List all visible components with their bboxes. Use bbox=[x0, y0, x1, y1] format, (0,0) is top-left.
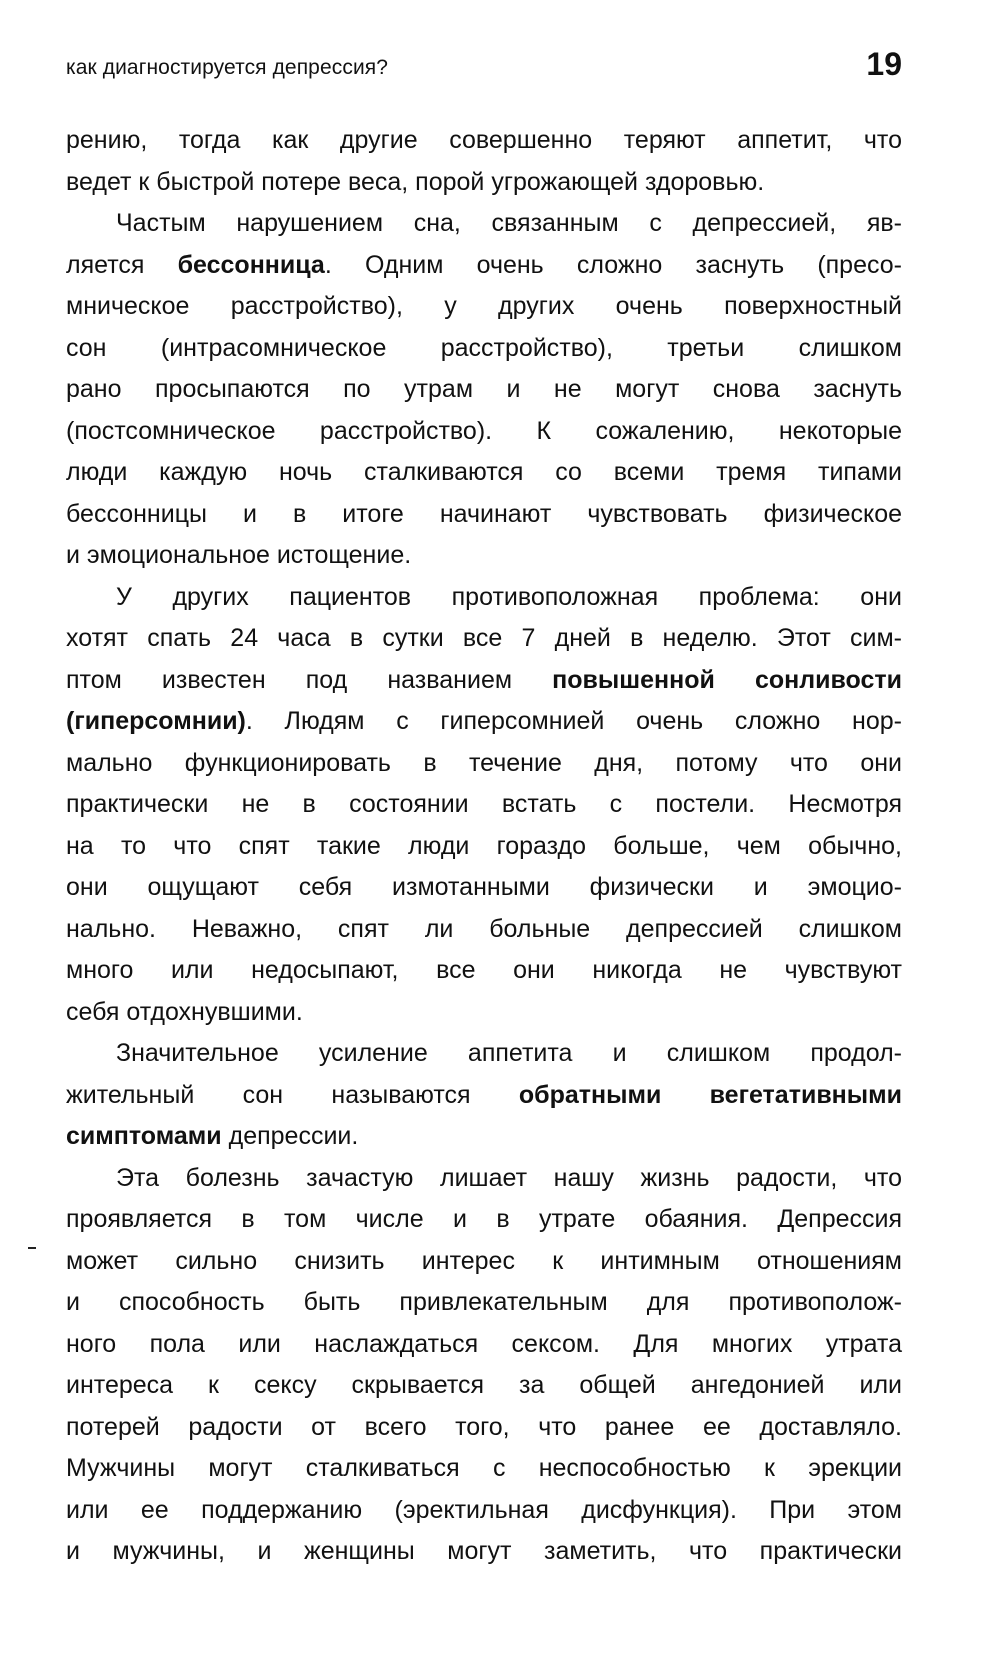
text-segment: сон (интрасомническое расстройство), третьи слишком bbox=[66, 333, 902, 362]
text-line bbox=[66, 1116, 902, 1158]
text-segment: жительный сон называются bbox=[66, 1080, 519, 1109]
text-segment: ведет к быстрой потере веса, порой угрожающей здоровью. bbox=[66, 167, 765, 196]
text-line bbox=[66, 162, 902, 204]
text-line bbox=[66, 701, 902, 743]
bold-term: обратными вегетативными bbox=[518, 1080, 902, 1109]
text-line bbox=[66, 1158, 902, 1200]
text-line bbox=[66, 1282, 902, 1324]
text-segment: мническое расстройство), у других очень поверхностный bbox=[66, 292, 902, 320]
text-line bbox=[66, 1075, 902, 1117]
text-segment: (постсомническое расстройство). К сожалению, некоторые bbox=[66, 416, 902, 445]
text-segment: Эта болезнь зачастую лишает нашу жизнь радости, что bbox=[116, 1163, 902, 1192]
text-line bbox=[66, 411, 902, 453]
text-line bbox=[66, 1324, 902, 1366]
text-line bbox=[66, 286, 902, 328]
text-line bbox=[66, 1365, 902, 1407]
text-line bbox=[66, 369, 902, 411]
text-line bbox=[66, 245, 902, 287]
text-segment: Значительное усиление аппетита и слишком продол- bbox=[116, 1039, 902, 1067]
text-segment: может сильно снизить интерес к интимным отношениям bbox=[66, 1246, 902, 1275]
bold-term: повышенной сонливости bbox=[552, 665, 902, 694]
text-line bbox=[66, 1241, 902, 1283]
page-header bbox=[66, 46, 902, 86]
text-line bbox=[66, 1033, 902, 1075]
text-segment: потерей радости от всего того, что ранее ее доставляло. bbox=[66, 1412, 902, 1441]
text-line bbox=[66, 203, 902, 245]
text-line bbox=[66, 950, 902, 992]
text-segment: и способность быть привлекательным для противополож- bbox=[66, 1288, 902, 1316]
text-segment: и эмоциональное истощение. bbox=[66, 541, 412, 569]
text-segment: они ощущают себя измотанными физически и эмоцио- bbox=[66, 873, 902, 901]
text-line bbox=[66, 660, 902, 702]
text-segment: люди каждую ночь сталкиваются со всеми тремя типами bbox=[66, 458, 902, 486]
text-line bbox=[66, 1407, 902, 1449]
text-segment: У других пациентов противоположная проблема: они bbox=[116, 582, 902, 611]
text-segment: Мужчины могут сталкиваться с неспособностью к эрекции bbox=[66, 1454, 902, 1482]
text-segment: рано просыпаются по утрам и не могут снова заснуть bbox=[66, 375, 902, 403]
text-line bbox=[66, 577, 902, 619]
text-segment: и мужчины, и женщины могут заметить, что практически bbox=[66, 1537, 902, 1565]
text-segment: нально. Неважно, спят ли больные депрессией слишком bbox=[66, 914, 902, 943]
text-line bbox=[66, 120, 902, 162]
text-segment: проявляется в том числе и в утрате обаяния. Депрессия bbox=[66, 1205, 902, 1233]
text-segment: . Людям с гиперсомнией очень сложно нор- bbox=[245, 707, 902, 735]
text-line bbox=[66, 784, 902, 826]
body-text bbox=[66, 120, 902, 1573]
bold-term: бессонница bbox=[177, 250, 325, 279]
text-segment: депрессии. bbox=[221, 1122, 359, 1150]
text-line bbox=[66, 494, 902, 536]
text-line bbox=[66, 826, 902, 868]
text-segment: практически не в состоянии встать с постели. Несмотря bbox=[66, 790, 902, 818]
text-line bbox=[66, 1199, 902, 1241]
text-segment: . Одним очень сложно заснуть (пресо- bbox=[324, 250, 902, 279]
text-line bbox=[66, 1531, 902, 1573]
text-line bbox=[66, 743, 902, 785]
text-segment: на то что спят такие люди гораздо больше, чем обычно, bbox=[66, 831, 902, 860]
text-segment: или ее поддержанию (эректильная дисфункция). При этом bbox=[66, 1495, 902, 1524]
text-line bbox=[66, 1448, 902, 1490]
text-segment: бессонницы и в итоге начинают чувствовать физическое bbox=[66, 499, 902, 528]
text-line bbox=[66, 328, 902, 370]
margin-mark bbox=[28, 1247, 36, 1249]
text-segment: рению, тогда как другие совершенно теряют аппетит, что bbox=[66, 126, 902, 154]
text-segment: много или недосыпают, все они никогда не чувствуют bbox=[66, 956, 902, 984]
text-line bbox=[66, 909, 902, 951]
text-segment: Частым нарушением сна, связанным с депрессией, яв- bbox=[116, 209, 902, 237]
text-line bbox=[66, 535, 902, 577]
text-segment: мально функционировать в течение дня, потому что они bbox=[66, 748, 902, 777]
text-line bbox=[66, 1490, 902, 1532]
text-line bbox=[66, 452, 902, 494]
text-segment: хотят спать 24 часа в сутки все 7 дней в неделю. Этот сим- bbox=[66, 624, 902, 652]
text-line bbox=[66, 618, 902, 660]
text-segment: ляется bbox=[66, 250, 178, 279]
running-head: как диагностируется депрессия? bbox=[66, 56, 389, 79]
bold-term: (гиперсомнии) bbox=[66, 707, 246, 735]
text-segment: интереса к сексу скрывается за общей ангедонией или bbox=[66, 1371, 902, 1399]
text-segment: ного пола или наслаждаться сексом. Для многих утрата bbox=[66, 1329, 902, 1358]
text-line bbox=[66, 992, 902, 1034]
text-line bbox=[66, 867, 902, 909]
text-segment: себя отдохнувшими. bbox=[66, 997, 303, 1026]
bold-term: симптомами bbox=[66, 1122, 222, 1150]
text-segment: птом известен под названием bbox=[66, 665, 553, 694]
page-number: 19 bbox=[866, 46, 902, 82]
